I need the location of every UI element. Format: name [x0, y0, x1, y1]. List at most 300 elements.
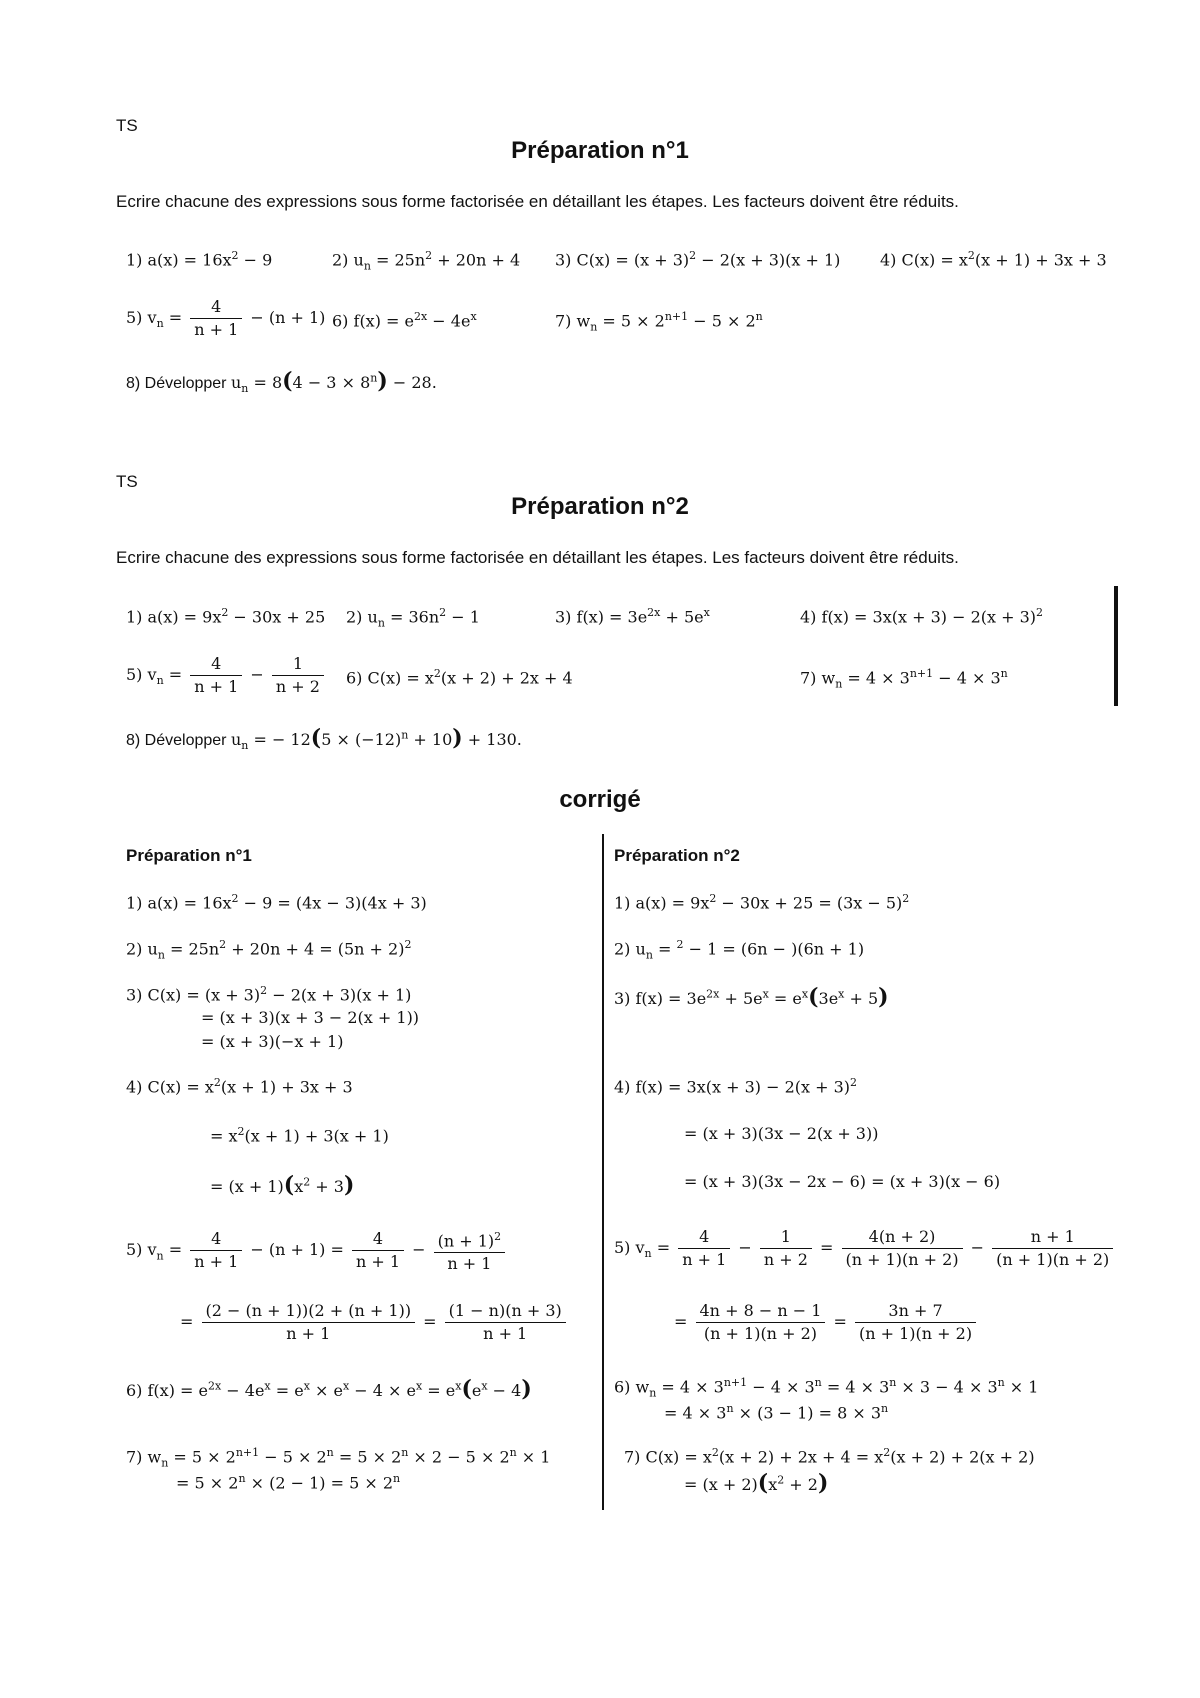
exercise-5	[126, 653, 327, 698]
exercise-1	[126, 249, 272, 269]
expr: × 2 − 5 × 2	[408, 1447, 510, 1467]
subscript: n	[241, 739, 249, 753]
expr: =	[652, 939, 677, 959]
expr: a(x) = 16x	[147, 250, 232, 270]
right-column-title: Préparation n°2	[614, 846, 740, 865]
fraction	[202, 1300, 416, 1345]
expr: = 4 × 3	[664, 1403, 727, 1423]
exponent: 2	[237, 1125, 245, 1138]
numerator: 4	[352, 1228, 404, 1251]
expr: 2) u	[614, 939, 646, 959]
expr: (x + 1) + 3x + 3	[220, 1077, 353, 1097]
exponent: 2	[433, 667, 441, 680]
solution-2-line	[126, 938, 411, 962]
denominator: n + 1	[194, 320, 239, 339]
expr: =	[651, 1238, 676, 1257]
exponent: n+1	[909, 667, 934, 680]
solution-3-line	[614, 984, 889, 1010]
label: 5)	[126, 665, 148, 684]
expr: −	[965, 1238, 990, 1257]
numerator: 3n + 7	[855, 1300, 976, 1323]
exponent: 2x	[706, 987, 720, 1001]
label: 7)	[555, 311, 577, 331]
fraction	[992, 1226, 1113, 1271]
exponent: x	[415, 1379, 423, 1393]
solution-7-line-2	[684, 1470, 828, 1496]
solution-4-line-3	[210, 1172, 354, 1198]
solution-7-line-2	[176, 1472, 400, 1492]
expr: = (x + 2)	[684, 1475, 758, 1494]
denominator: n + 2	[275, 677, 320, 696]
exercise-2	[332, 249, 520, 273]
exercise-4	[800, 606, 1043, 626]
expr: 1) a(x) = 9x	[614, 893, 710, 913]
label: 8) Développer	[126, 375, 231, 392]
exponent: 2	[850, 1076, 858, 1089]
expr: + 130.	[462, 730, 522, 749]
exponent: x	[838, 987, 845, 1001]
label: 2)	[332, 250, 354, 270]
label: 4)	[800, 607, 822, 627]
exercise-8	[126, 725, 522, 752]
expr: − 1 = (6n − )(6n + 1)	[683, 939, 865, 959]
expr: − 30x + 25 = (3x − 5)	[716, 893, 903, 913]
exponent: x	[481, 1379, 488, 1393]
fraction	[434, 1226, 506, 1275]
exponent: n	[755, 310, 763, 323]
expr: = 5 × 2	[168, 1447, 236, 1467]
expr: × (3 − 1) = 8 × 3	[733, 1403, 882, 1423]
expr: + 20n + 4 = (5n + 2)	[226, 939, 405, 959]
expr: + 3	[310, 1177, 344, 1196]
expr: 6) f(x) = e	[126, 1381, 208, 1400]
exponent: 2	[883, 1446, 891, 1459]
expr: (n + 1)	[437, 1231, 495, 1251]
denominator: n + 1	[682, 1250, 727, 1269]
solution-6-line-2	[664, 1402, 888, 1422]
expr: C(x) = x	[901, 250, 968, 270]
solution-3-line-2: = (x + 3)(x + 3 − 2(x + 1))	[201, 1008, 420, 1027]
paren: )	[343, 1172, 355, 1198]
fraction	[678, 1226, 730, 1271]
expr: 3) C(x) = (x + 3)	[126, 985, 261, 1005]
expr: (x + 2) + 2x + 4 = x	[718, 1447, 884, 1467]
expr: − 30x + 25	[228, 607, 326, 627]
exponent: n+1	[664, 310, 689, 323]
paren: (	[310, 725, 322, 751]
expr: − 9	[238, 250, 273, 270]
label: 4)	[880, 250, 902, 270]
denominator: (n + 1)(n + 2)	[703, 1324, 817, 1343]
expr: =	[163, 308, 188, 327]
exponent: 2	[219, 938, 227, 951]
paren: )	[377, 368, 388, 394]
expr: − 9 = (4x − 3)(4x + 3)	[238, 893, 427, 913]
expr: 4 − 3 × 8	[292, 373, 371, 392]
expr: + 10	[408, 730, 453, 749]
paren: )	[521, 1376, 532, 1402]
expr: x	[294, 1177, 304, 1196]
solution-6-line-1	[614, 1376, 1038, 1400]
paren: (	[282, 368, 293, 394]
exponent: n	[401, 728, 409, 742]
expr: 5) v	[126, 1240, 157, 1260]
expr: − 28.	[387, 373, 437, 392]
expr: − 5 × 2	[688, 311, 756, 331]
exercise-3	[555, 606, 710, 626]
numerator: 1	[760, 1226, 812, 1249]
exponent: 2	[689, 249, 697, 262]
denominator: n + 2	[763, 1250, 808, 1269]
exponent: 2	[967, 249, 975, 262]
subscript: n	[644, 1247, 652, 1261]
expr: = (x + 1)	[210, 1177, 284, 1196]
expr: − (n + 1) =	[245, 1240, 349, 1260]
expr: =	[163, 1240, 188, 1260]
exercise-6	[346, 667, 573, 687]
exercise-2	[346, 606, 480, 630]
expr: − 5 × 2	[259, 1447, 327, 1467]
solution-1-line	[126, 892, 427, 912]
expr: =	[180, 1312, 199, 1331]
expr: = 8	[248, 373, 283, 392]
expr: w	[821, 668, 836, 688]
denominator: (n + 1)(n + 2)	[845, 1250, 959, 1269]
subscript: n	[157, 948, 165, 962]
exercise-6	[332, 310, 477, 330]
exponent: n+1	[723, 1376, 748, 1389]
expr: + 5e	[719, 989, 763, 1008]
solution-4-line-1	[614, 1076, 857, 1096]
exponent: n	[370, 371, 378, 385]
solution-1-line	[614, 892, 909, 912]
fraction	[272, 653, 324, 698]
label: 6)	[346, 668, 368, 688]
solution-7-line-1	[126, 1446, 550, 1470]
page-title: Préparation n°1	[511, 137, 689, 164]
expr: − 4 × e	[349, 1381, 416, 1400]
column-divider	[602, 834, 604, 1510]
expr: f(x) = e	[353, 311, 414, 331]
exponent: x	[801, 987, 809, 1001]
expr: 5 × (−12)	[321, 730, 402, 749]
expr: 7) w	[126, 1447, 162, 1467]
expr: −	[733, 1238, 757, 1257]
class-label: TS	[116, 116, 138, 135]
subscript: n	[590, 320, 598, 334]
exponent: 2	[709, 892, 717, 905]
expr: 4) f(x) = 3x(x + 3) − 2(x + 3)	[614, 1077, 851, 1097]
exponent: x	[342, 1379, 350, 1393]
numerator: 4(n + 2)	[842, 1226, 963, 1249]
solution-4-line-2	[210, 1125, 389, 1145]
expr: u	[230, 373, 242, 392]
expr: u	[367, 607, 378, 627]
exponent: 2x	[207, 1379, 222, 1393]
denominator: (n + 1)(n + 2)	[858, 1324, 973, 1343]
exponent: x	[470, 310, 477, 323]
expr: = 5 × 2	[176, 1473, 239, 1493]
subscript: n	[156, 674, 164, 688]
solution-4-line-2: = (x + 3)(3x − 2(x + 3))	[684, 1124, 879, 1143]
solution-7-line-1	[624, 1446, 1035, 1466]
exponent: 2x	[647, 606, 661, 619]
expr: = e	[422, 1381, 456, 1400]
expr: × 3 − 4 × 3	[896, 1377, 998, 1397]
numerator: 4	[678, 1226, 730, 1249]
expr: =	[828, 1312, 852, 1331]
solution-3-line-3: = (x + 3)(−x + 1)	[201, 1032, 344, 1051]
expr: C(x) = (x + 3)	[576, 250, 690, 270]
margin-bar	[1114, 586, 1118, 706]
expr: v	[147, 308, 157, 327]
left-column-title: Préparation n°1	[126, 846, 252, 865]
expr: u	[353, 250, 364, 270]
exponent: x	[303, 1379, 310, 1393]
label: 2)	[346, 607, 368, 627]
exercise-3	[555, 249, 840, 269]
expr: + 20n + 4	[432, 250, 521, 270]
paren: (	[283, 1172, 295, 1198]
exponent: n	[238, 1472, 246, 1485]
expr: (x + 2) + 2x + 4	[440, 668, 573, 688]
exercise-7	[555, 310, 763, 334]
fraction	[190, 296, 242, 341]
expr: a(x) = 9x	[147, 607, 222, 627]
paren: )	[817, 1470, 829, 1496]
expr: f(x) = 3e	[576, 607, 648, 627]
numerator: (1 − n)(n + 3)	[445, 1300, 566, 1323]
expr: (x + 1) + 3x + 3	[974, 250, 1107, 270]
fraction	[352, 1228, 404, 1273]
exponent: n	[401, 1446, 409, 1459]
label: 7)	[800, 668, 822, 688]
exponent: 2	[213, 1076, 221, 1089]
expr: 4) C(x) = x	[126, 1077, 214, 1097]
expr: (x + 2) + 2(x + 2)	[890, 1447, 1035, 1467]
expr: × (2 − 1) = 5 × 2	[245, 1473, 394, 1493]
denominator: n + 1	[194, 1252, 239, 1272]
exercise-8	[126, 368, 437, 395]
exponent: 2	[439, 606, 447, 619]
exponent: n	[814, 1376, 822, 1389]
subscript: n	[161, 1456, 169, 1470]
class-label: TS	[116, 472, 138, 491]
expr: − 4e	[221, 1381, 265, 1400]
paren: (	[757, 1470, 769, 1496]
exponent: 2	[404, 938, 412, 951]
expr: 5) v	[614, 1238, 645, 1257]
subscript: n	[241, 382, 249, 396]
numerator: 4	[190, 1228, 242, 1251]
numerator	[434, 1226, 506, 1253]
denominator: n + 1	[194, 677, 239, 696]
expr: − 4	[487, 1381, 522, 1400]
expr: = − 12	[248, 730, 311, 749]
expr: v	[147, 665, 157, 684]
expr: x	[768, 1475, 778, 1494]
exponent: 2	[221, 606, 229, 619]
exponent: n+1	[235, 1446, 260, 1459]
label: 1)	[126, 250, 148, 270]
expr: − 4 × 3	[747, 1377, 815, 1397]
label: 5)	[126, 308, 148, 327]
expr: −	[245, 665, 269, 684]
expr: − 4 × 3	[933, 668, 1001, 688]
label: 1)	[126, 607, 148, 627]
expr: − 1	[446, 607, 480, 627]
label: 6)	[332, 311, 354, 331]
expr: − 2(x + 3)(x + 1)	[696, 250, 841, 270]
expr: − 4e	[427, 311, 471, 331]
expr: × 1	[516, 1447, 551, 1467]
expr: e	[471, 1381, 482, 1400]
expr: = 36n	[384, 607, 440, 627]
subscript: n	[363, 259, 371, 273]
expr: w	[576, 311, 591, 331]
exponent: n	[726, 1402, 734, 1415]
expr: − 2(x + 3)(x + 1)	[267, 985, 412, 1005]
exponent: n	[889, 1376, 897, 1389]
expr: − (n + 1)	[245, 308, 326, 327]
expr: =	[674, 1312, 693, 1331]
exponent: 2	[494, 1230, 502, 1243]
exponent: 2x	[414, 310, 428, 323]
denominator: n + 1	[286, 1324, 331, 1343]
exercise-5	[126, 296, 325, 341]
numerator: 1	[272, 653, 324, 676]
fraction	[445, 1300, 566, 1345]
exponent: 2	[1036, 606, 1044, 619]
paren: )	[452, 725, 463, 751]
fraction	[190, 1228, 242, 1273]
label: 3)	[555, 607, 577, 627]
expr: × e	[309, 1381, 343, 1400]
subscript: n	[649, 1386, 657, 1400]
solution-3-line-1	[126, 984, 411, 1004]
exponent: n	[881, 1402, 889, 1415]
expr: = e	[768, 989, 802, 1008]
expr: =	[418, 1312, 442, 1331]
expr: = 5 × 2	[333, 1447, 402, 1467]
numerator: (2 − (n + 1))(2 + (n + 1))	[202, 1300, 416, 1323]
fraction	[696, 1300, 826, 1345]
fraction	[760, 1226, 812, 1271]
expr: 7) C(x) = x	[624, 1447, 712, 1467]
exponent: x	[703, 606, 710, 619]
exponent: n	[393, 1472, 401, 1485]
solution-2-line	[614, 938, 864, 962]
solution-5-line-2	[674, 1300, 979, 1345]
denominator: n + 1	[447, 1254, 492, 1274]
exponent: 2	[303, 1175, 311, 1189]
numerator: 4n + 8 − n − 1	[696, 1300, 826, 1323]
exponent: n	[997, 1376, 1005, 1389]
expr: = e	[270, 1381, 304, 1400]
expr: 3e	[818, 989, 839, 1008]
exponent: 2	[231, 892, 239, 905]
solution-5-line-1	[126, 1226, 508, 1275]
denominator: n + 1	[483, 1324, 528, 1343]
expr: C(x) = x	[367, 668, 434, 688]
instruction-2: Ecrire chacune des expressions sous forme factorisée en détaillant les étapes. Les facteurs doivent être réduits.	[116, 548, 959, 567]
solution-5-line-2	[180, 1300, 569, 1345]
subscript: n	[645, 948, 653, 962]
exponent: 2	[260, 984, 268, 997]
expr: (x + 1) + 3(x + 1)	[244, 1126, 389, 1146]
expr: = 4 × 3	[821, 1377, 890, 1397]
fraction	[855, 1300, 976, 1345]
subscript: n	[835, 677, 843, 691]
exponent: 2	[425, 249, 433, 262]
expr: × 1	[1004, 1377, 1039, 1397]
numerator: n + 1	[992, 1226, 1113, 1249]
exponent: x	[455, 1379, 462, 1393]
exponent: 2	[231, 249, 239, 262]
fraction	[190, 653, 242, 698]
exponent: 2	[777, 1473, 785, 1487]
exponent: 2	[711, 1446, 719, 1459]
solution-4-line-3: = (x + 3)(3x − 2x − 6) = (x + 3)(x − 6)	[684, 1172, 1001, 1191]
paren: )	[878, 984, 889, 1010]
corrige-title: corrigé	[559, 786, 641, 813]
paren: (	[808, 984, 819, 1010]
paren: (	[461, 1376, 472, 1402]
subscript: n	[377, 616, 385, 630]
expr: = x	[210, 1126, 238, 1146]
exercise-7	[800, 667, 1008, 691]
expr: f(x) = 3x(x + 3) − 2(x + 3)	[821, 607, 1037, 627]
expr: + 5	[844, 989, 879, 1008]
subscript: n	[156, 317, 164, 331]
denominator: (n + 1)(n + 2)	[996, 1250, 1110, 1269]
expr: 6) w	[614, 1377, 650, 1397]
expr: + 5e	[660, 607, 704, 627]
exponent: 2	[676, 938, 684, 951]
numerator: 4	[190, 296, 242, 319]
exponent: n	[509, 1446, 517, 1459]
label: 3)	[555, 250, 577, 270]
expr: = 5 × 2	[597, 311, 665, 331]
instruction: Ecrire chacune des expressions sous forme factorisée en détaillant les étapes. Les facteurs doivent être réduits.	[116, 192, 959, 211]
numerator: 4	[190, 653, 242, 676]
exponent: n	[1000, 667, 1008, 680]
expr: −	[407, 1240, 431, 1260]
exponent: x	[762, 987, 769, 1001]
solution-4-line-1	[126, 1076, 353, 1096]
page-title-2: Préparation n°2	[511, 493, 689, 520]
expr: = 25n	[164, 939, 220, 959]
exercise-1	[126, 606, 325, 626]
expr: =	[814, 1238, 839, 1257]
expr: 1) a(x) = 16x	[126, 893, 232, 913]
expr: = 4 × 3	[842, 668, 910, 688]
exponent: n	[326, 1446, 334, 1459]
expr: =	[163, 665, 188, 684]
expr: 2) u	[126, 939, 158, 959]
expr: u	[230, 730, 242, 749]
expr: = 4 × 3	[656, 1377, 724, 1397]
solution-6-line	[126, 1376, 532, 1402]
expr: + 2	[784, 1475, 818, 1494]
exponent: x	[264, 1379, 271, 1393]
exponent: 2	[902, 892, 910, 905]
label: 8) Développer	[126, 732, 231, 749]
expr: 3) f(x) = 3e	[614, 989, 707, 1008]
subscript: n	[156, 1249, 164, 1263]
denominator: n + 1	[355, 1252, 401, 1272]
fraction	[842, 1226, 963, 1271]
